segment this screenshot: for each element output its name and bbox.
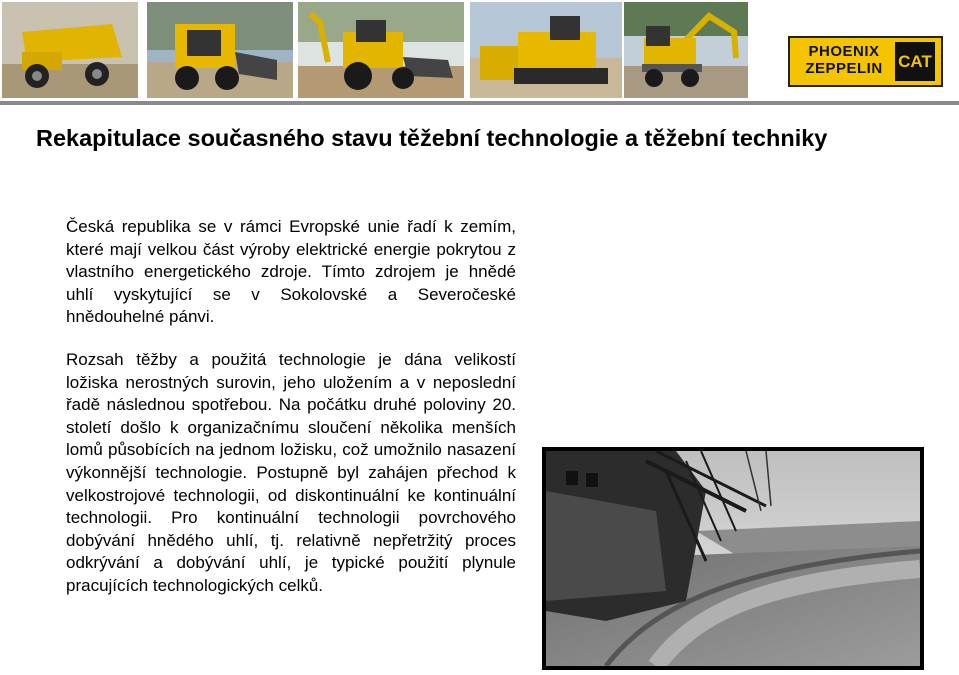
dump-truck-photo (2, 2, 138, 98)
logo-wordmark (795, 43, 893, 81)
skid-steer-photo (147, 2, 293, 98)
slide-title: Rekapitulace současného stavu těžební technologie a těžební techniky (36, 125, 828, 151)
banner-divider (0, 101, 959, 105)
logo-frame (788, 36, 943, 87)
phoenix-zeppelin-logo (788, 36, 948, 86)
paragraph-2: Rozsah těžby a použitá technologie je dána velikostí ložiska nerostných surovin, jeho uložením a v neposlední řadě následnou spotřebou. Na počátku druhé poloviny 20. století došlo k organizačnímu sloučení několika menších lomů působících na jednom ložisku, což umožnilo nasazení výkonnější technologie. Postupně byl zahájen přechod k velkostrojové technologii, od diskontinuální ke kontinuální technologii. Pro kontinuální technologii povrchového dobývání hnědého uhlí, tj. relativně nepřetržitý proces odkrývání a dobývání uhlí, je typické použití plynule pracujících technologických celků. (66, 350, 516, 595)
wheel-excavator-photo (624, 2, 748, 98)
paragraph-1: Česká republika se v rámci Evropské unie řadí k zemím, které mají velkou část výroby elektrické energie pokrytou z vlastního energetického zdroje. Tímto zdrojem je hnědé uhlí vyskytující se v Sokolovské a Severočeské hnědouhelné pánvi. (66, 217, 516, 327)
header-banner (0, 0, 959, 104)
bulldozer-photo (470, 2, 622, 98)
backhoe-loader-photo (298, 2, 464, 98)
logo-line-phoenix: PHOENIX (808, 43, 880, 60)
bucket-wheel-excavator-photo (542, 447, 924, 670)
cat-badge: CAT (895, 42, 935, 81)
logo-line-zeppelin: ZEPPELIN (805, 60, 883, 77)
